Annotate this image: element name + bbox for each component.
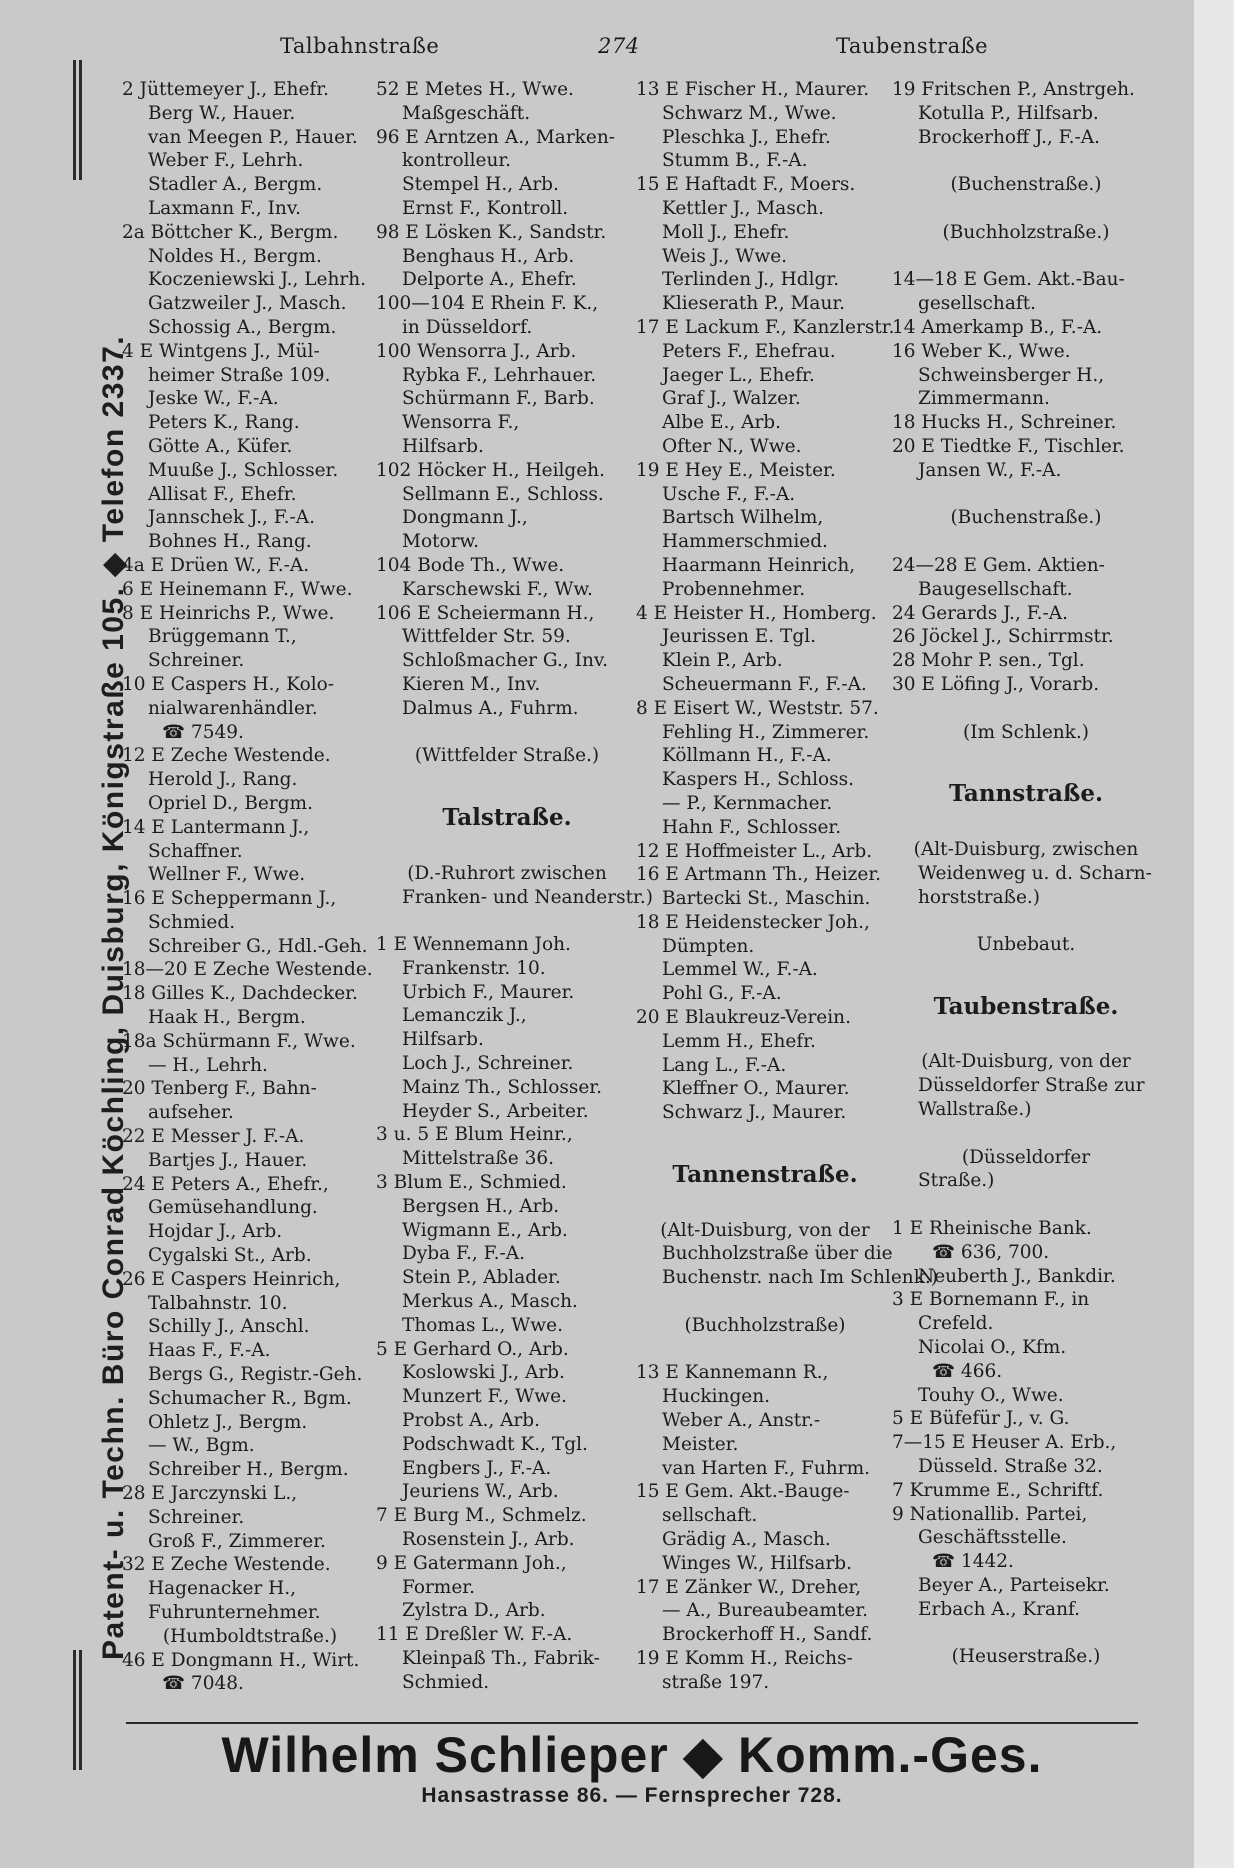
resident-entry: van Meegen P., Hauer. (148, 126, 358, 148)
resident-entry: Peters F., Ehefrau. (662, 340, 836, 362)
house-entry: 20 Tenberg F., Bahn- (122, 1078, 317, 1100)
house-entry: 102 Höcker H., Heilgeh. (376, 459, 605, 481)
house-entry: 100 Wensorra J., Arb. (376, 340, 577, 362)
resident-entry: Kotulla P., Hilfsarb. (918, 102, 1099, 124)
house-entry: 96 E Arntzen A., Marken- (376, 126, 615, 148)
resident-entry: Buchenstr. nach Im Schlenk.) (662, 1267, 939, 1289)
resident-entry: Klein P., Arb. (662, 650, 783, 672)
resident-entry: Düsseld. Straße 32. (918, 1456, 1103, 1478)
spacer (636, 1338, 894, 1362)
resident-entry: Hilfsarb. (402, 1029, 484, 1051)
house-entry: 11 E Dreßler W. F.-A. (376, 1624, 573, 1646)
phone-number: ☎ 7549. (162, 721, 244, 743)
house-entry: 4a E Drüen W., F.-A. (122, 554, 310, 576)
house-entry: 17 E Zänker W., Dreher, (636, 1576, 862, 1598)
house-entry: 19 E Hey E., Meister. (636, 459, 836, 481)
resident-entry: Götte A., Küfer. (148, 435, 293, 457)
resident-entry: Scheuermann F., F.-A. (662, 673, 867, 695)
resident-entry: Wittfelder Str. 59. (402, 626, 571, 648)
house-entry: 20 E Tiedtke F., Tischler. (892, 435, 1125, 457)
resident-entry: Stadler A., Bergm. (148, 174, 323, 196)
resident-entry: Probennehmer. (662, 578, 806, 600)
house-entry: 32 E Zeche Westende. (122, 1554, 331, 1576)
resident-entry: — P., Kernmacher. (662, 792, 833, 814)
resident-entry: aufseher. (148, 1102, 234, 1124)
house-entry: 3 Blum E., Schmied. (376, 1172, 567, 1194)
house-entry: 104 Bode Th., Wwe. (376, 554, 565, 576)
resident-entry: Hilfsarb. (402, 435, 484, 457)
house-entry: 15 E Gem. Akt.-Bauge- (636, 1481, 850, 1503)
resident-entry: Koslowski J., Arb. (402, 1362, 565, 1384)
resident-entry: Brockerhoff J., F.-A. (918, 126, 1100, 148)
resident-entry: Bergsen H., Arb. (402, 1195, 560, 1217)
column-4 (892, 78, 1160, 1669)
resident-entry: van Harten F., Fuhrm. (662, 1457, 870, 1479)
resident-entry: Lemmel W., F.-A. (662, 959, 818, 981)
house-entry: 19 Fritschen P., Anstrgeh. (892, 79, 1135, 100)
house-entry: 28 E Jarczynski L., (122, 1483, 298, 1505)
resident-entry: Weber A., Anstr.- (662, 1410, 821, 1432)
resident-entry: Lang L., F.-A. (662, 1054, 787, 1076)
spacer (892, 1122, 1160, 1146)
resident-entry: sellschaft. (662, 1505, 758, 1527)
resident-entry: Schmied. (148, 911, 236, 933)
resident-entry: Klieserath P., Maur. (662, 293, 846, 315)
resident-entry: Schossig A., Bergm. (148, 316, 337, 338)
resident-entry: Schweinsberger H., (918, 364, 1105, 386)
spacer (376, 768, 638, 792)
resident-entry: Bartjes J., Hauer. (148, 1149, 308, 1171)
spacer (892, 814, 1160, 838)
resident-entry: horststraße.) (918, 886, 1041, 908)
resident-entry: Beyer A., Parteisekr. (918, 1575, 1110, 1597)
resident-entry: Delporte A., Ehefr. (402, 269, 577, 291)
resident-entry: Hagenacker H., (148, 1578, 297, 1600)
resident-entry: Moll J., Ehefr. (662, 221, 790, 243)
street-note: (Alt-Duisburg, von der (921, 1051, 1131, 1073)
house-entry: 7—15 E Heuser A. Erb., (892, 1432, 1117, 1454)
house-entry: 18—20 E Zeche Westende. (122, 959, 373, 981)
resident-entry: Schreiber G., Hdl.-Geh. (148, 935, 368, 957)
phone-number: ☎ 7048. (162, 1673, 244, 1695)
house-entry: 16 Weber K., Wwe. (892, 340, 1071, 362)
running-header (130, 34, 1140, 66)
resident-entry: Schumacher R., Bgm. (148, 1387, 352, 1409)
resident-entry: Franken- und Neanderstr.) (402, 886, 653, 908)
resident-entry: Fehling H., Zimmerer. (662, 721, 870, 743)
spacer (892, 530, 1160, 554)
resident-entry: — H., Lehrh. (148, 1054, 268, 1076)
resident-entry: Jeske W., F.-A. (148, 388, 279, 410)
resident-entry: Dalmus A., Fuhrm. (402, 697, 579, 719)
resident-entry: Schmied. (402, 1671, 490, 1693)
resident-entry: Schreiber H., Bergm. (148, 1459, 349, 1481)
house-entry: 2 Jüttemeyer J., Ehefr. (122, 79, 329, 100)
resident-entry: straße 197. (662, 1671, 770, 1693)
resident-entry: Dongmann J., (402, 507, 528, 529)
house-entry: 1 E Wennemann Joh. (376, 934, 571, 956)
house-entry: 8 E Eisert W., Weststr. 57. (636, 697, 879, 719)
house-entry: 16 E Artmann Th., Heizer. (636, 864, 882, 886)
resident-entry: Thomas L., Wwe. (402, 1314, 563, 1336)
spacer (376, 721, 638, 745)
resident-entry: Weis J., Wwe. (662, 245, 788, 267)
spacer (892, 744, 1160, 768)
header-left-street: Talbahnstraße (280, 34, 440, 58)
house-entry: 12 E Hoffmeister L., Arb. (636, 840, 873, 862)
resident-entry: Crefeld. (918, 1313, 994, 1335)
resident-entry: Brockerhoff H., Sandf. (662, 1624, 873, 1646)
spacer (892, 197, 1160, 221)
house-entry: 18 Hucks H., Schreiner. (892, 412, 1117, 434)
side-rule-bottom (73, 1650, 76, 1770)
resident-entry: Probst A., Arb. (402, 1410, 541, 1432)
house-entry: 7 Krumme E., Schriftf. (892, 1479, 1104, 1501)
side-rule-top-2 (79, 60, 82, 180)
footer-divider (126, 1722, 1138, 1724)
spacer (636, 1125, 894, 1149)
spacer (892, 483, 1160, 507)
resident-entry: Grädig A., Masch. (662, 1529, 831, 1551)
resident-entry: Dümpten. (662, 935, 755, 957)
resident-entry: Dyba F., F.-A. (402, 1243, 525, 1265)
resident-entry: Talbahnstr. 10. (148, 1292, 288, 1314)
resident-entry: Terlinden J., Hdlgr. (662, 269, 840, 291)
resident-entry: Kieren M., Inv. (402, 673, 541, 695)
house-entry: 22 E Messer J. F.-A. (122, 1126, 305, 1148)
street-note: (D.-Ruhrort zwischen (407, 862, 607, 884)
house-entry: 14 Amerkamp B., F.-A. (892, 316, 1103, 338)
resident-entry: Bartecki St., Maschin. (662, 888, 871, 910)
street-note: (Düsseldorfer (961, 1146, 1091, 1168)
resident-entry: Schaffner. (148, 840, 243, 862)
spacer (636, 1195, 894, 1219)
resident-entry: Frankenstr. 10. (402, 957, 546, 979)
resident-entry: Zylstra D., Arb. (402, 1600, 546, 1622)
phone-number: ☎ 636, 700. (932, 1241, 1050, 1263)
resident-entry: — A., Bureaubeamter. (662, 1600, 869, 1622)
resident-entry: Pleschka J., Ehefr. (662, 126, 831, 148)
resident-entry: Ernst F., Kontroll. (402, 197, 569, 219)
resident-entry: Motorw. (402, 531, 480, 553)
house-entry: 9 E Gatermann Joh., (376, 1552, 567, 1574)
resident-entry: Schloßmacher G., Inv. (402, 650, 609, 672)
resident-entry: Schwarz M., Wwe. (662, 102, 837, 124)
street-note: (Heuserstraße.) (951, 1646, 1101, 1668)
spacer (892, 149, 1160, 173)
spacer (376, 909, 638, 933)
header-right-street: Taubenstraße (836, 34, 989, 58)
resident-entry: Gatzweiler J., Masch. (148, 293, 347, 315)
resident-entry: Wensorra F., (402, 412, 520, 434)
resident-entry: Allisat F., Ehefr. (148, 483, 297, 505)
resident-entry: Ofter N., Wwe. (662, 435, 802, 457)
resident-entry: Peters K., Rang. (148, 412, 300, 434)
resident-entry: Wellner F., Wwe. (148, 864, 306, 886)
side-advertisement (40, 60, 130, 1780)
resident-entry: Wigmann E., Arb. (402, 1219, 568, 1241)
spacer (376, 838, 638, 862)
resident-entry: Lemm H., Ehefr. (662, 1030, 816, 1052)
resident-entry: Weidenweg u. d. Scharn- (918, 862, 1152, 884)
house-entry: 4 E Wintgens J., Mül- (122, 340, 320, 362)
street-note: (Alt-Duisburg, von der (660, 1219, 870, 1241)
resident-entry: Erbach A., Kranf. (918, 1598, 1081, 1620)
house-entry: 4 E Heister H., Homberg. (636, 602, 877, 624)
resident-entry: Bergs G., Registr.-Geh. (148, 1364, 363, 1386)
street-note: (Buchenstraße.) (950, 174, 1102, 196)
resident-entry: Groß F., Zimmerer. (148, 1530, 326, 1552)
house-entry: 17 E Lackum F., Kanzlerstr. (636, 316, 895, 338)
resident-entry: Graf J., Walzer. (662, 388, 801, 410)
column-2 (376, 78, 653, 1695)
phone-number: ☎ 1442. (932, 1551, 1014, 1573)
resident-entry: kontrolleur. (402, 150, 512, 172)
resident-entry: Rybka F., Lehrhauer. (402, 364, 597, 386)
column-1 (122, 78, 378, 1696)
house-entry: 9 Nationallib. Partei, (892, 1503, 1088, 1525)
house-entry: 24—28 E Gem. Aktien- (892, 554, 1105, 576)
house-entry: 100—104 E Rhein F. K., (376, 293, 599, 315)
resident-entry: Albe E., Arb. (662, 412, 782, 434)
resident-entry: Mittelstraße 36. (402, 1148, 555, 1170)
house-entry: 18a Schürmann F., Wwe. (122, 1030, 356, 1052)
resident-entry: Hahn F., Schlosser. (662, 816, 842, 838)
street-note: (Im Schlenk.) (963, 721, 1089, 743)
resident-entry: Mainz Th., Schlosser. (402, 1076, 602, 1098)
resident-entry: Bartsch Wilhelm, (662, 507, 824, 529)
spacer (892, 1622, 1160, 1646)
resident-entry: Loch J., Schreiner. (402, 1053, 574, 1075)
resident-entry: Kaspers H., Schloss. (662, 769, 855, 791)
resident-entry: Düsseldorfer Straße zur (918, 1075, 1145, 1097)
house-entry: 24 E Peters A., Ehefr., (122, 1173, 329, 1195)
house-entry: 12 E Zeche Westende. (122, 745, 331, 767)
resident-entry: Schwarz J., Maurer. (662, 1102, 847, 1124)
resident-entry: Rosenstein J., Arb. (402, 1529, 575, 1551)
resident-entry: Jansen W., F.-A. (918, 459, 1062, 481)
resident-entry: Haas F., F.-A. (148, 1340, 271, 1362)
resident-entry: Sellmann E., Schloss. (402, 483, 604, 505)
house-entry: 13 E Kannemann R., (636, 1362, 829, 1384)
resident-entry: Cygalski St., Arb. (148, 1245, 312, 1267)
resident-entry: Meister. (662, 1433, 739, 1455)
house-entry: 14—18 E Gem. Akt.-Bau- (892, 269, 1125, 291)
house-entry: 52 E Metes H., Wwe. (376, 79, 574, 100)
resident-entry: Merkus A., Masch. (402, 1291, 578, 1313)
house-entry: 3 E Bornemann F., in (892, 1289, 1090, 1311)
resident-entry: Weber F., Lehrh. (148, 150, 304, 172)
house-entry: 5 E Gerhard O., Arb. (376, 1338, 569, 1360)
house-entry: 28 Mohr P. sen., Tgl. (892, 650, 1085, 672)
resident-entry: Jaeger L., Ehefr. (662, 364, 815, 386)
side-rule-top (73, 60, 76, 180)
resident-entry: Usche F., F.-A. (662, 483, 796, 505)
resident-entry: Geschäftsstelle. (918, 1527, 1067, 1549)
house-entry: 1 E Rheinische Bank. (892, 1218, 1092, 1240)
resident-entry: Muuße J., Schlosser. (148, 459, 339, 481)
street-note: Unbebaut. (976, 934, 1076, 956)
resident-entry: Wallstraße.) (918, 1099, 1032, 1121)
resident-entry: Neuberth J., Bankdir. (918, 1265, 1116, 1287)
street-title: Tannstraße. (949, 780, 1103, 808)
resident-entry: Huckingen. (662, 1386, 771, 1408)
resident-entry: Stein P., Ablader. (402, 1267, 561, 1289)
house-entry: 3 u. 5 E Blum Heinr., (376, 1124, 573, 1146)
house-entry: 26 Jöckel J., Schirrmstr. (892, 626, 1114, 648)
resident-entry: Ohletz J., Bergm. (148, 1411, 308, 1433)
street-note: (Buchenstraße.) (950, 507, 1102, 529)
spacer (892, 957, 1160, 981)
resident-entry: Hojdar J., Arb. (148, 1221, 283, 1243)
resident-entry: Haarmann Heinrich, (662, 554, 856, 576)
resident-entry: Pohl G., F.-A. (662, 983, 782, 1005)
house-entry: 16 E Scheppermann J., (122, 888, 337, 910)
resident-entry: — W., Bgm. (148, 1435, 255, 1457)
footer-advertisement-address: Hansastrasse 86. — Fernsprecher 728. (421, 1784, 843, 1807)
resident-entry: Bohnes H., Rang. (148, 531, 312, 553)
resident-entry: Kleinpaß Th., Fabrik- (402, 1648, 600, 1669)
resident-entry: Schürmann F., Barb. (402, 388, 595, 410)
street-note: (Buchholzstraße) (684, 1314, 846, 1336)
resident-entry: Urbich F., Maurer. (402, 981, 575, 1003)
page-number: 274 (598, 34, 640, 58)
resident-entry: Laxmann F., Inv. (148, 197, 301, 219)
page-edge (1194, 0, 1234, 1868)
resident-entry: Benghaus H., Arb. (402, 245, 575, 267)
house-entry: 10 E Caspers H., Kolo- (122, 673, 335, 695)
resident-entry: Touhy O., Wwe. (918, 1384, 1064, 1406)
house-entry: 24 Gerards J., F.-A. (892, 602, 1069, 624)
resident-entry: Nicolai O., Kfm. (918, 1337, 1067, 1359)
side-advertisement-text: Patent- u. Techn. Büro Conrad Köchling, Duisburg, Königstraße 105. ◆ Telefon 2337. (97, 334, 130, 1660)
house-entry: 106 E Scheiermann H., (376, 602, 595, 624)
resident-entry: Hammerschmied. (662, 531, 828, 553)
resident-entry: Schreiner. (148, 650, 245, 672)
house-entry: 14 E Lantermann J., (122, 816, 310, 838)
house-entry: 98 E Lösken K., Sandstr. (376, 221, 607, 243)
house-entry: 20 E Blaukreuz-Verein. (636, 1007, 851, 1029)
street-note: (Alt-Duisburg, zwischen (913, 838, 1139, 860)
resident-entry: Zimmermann. (918, 388, 1050, 410)
house-entry: 8 E Heinrichs P., Wwe. (122, 602, 335, 624)
resident-entry: nialwarenhändler. (148, 697, 318, 719)
resident-entry: Opriel D., Bergm. (148, 792, 313, 814)
street-title: Taubenstraße. (933, 992, 1119, 1020)
resident-entry: Stumm B., F.-A. (662, 150, 808, 172)
resident-entry: Fuhrunternehmer. (148, 1602, 321, 1623)
resident-entry: Stempel H., Arb. (402, 174, 559, 196)
street-title: Talstraße. (442, 803, 572, 831)
spacer (892, 909, 1160, 933)
resident-entry: Maßgeschäft. (402, 102, 531, 124)
resident-entry: Herold J., Rang. (148, 769, 298, 791)
street-note: (Humboldtstraße.) (162, 1625, 338, 1647)
resident-entry: Jannschek J., F.-A. (148, 507, 316, 529)
resident-entry: Jeurissen E. Tgl. (662, 626, 817, 648)
resident-entry: Schilly J., Anschl. (148, 1316, 310, 1338)
resident-entry: Winges W., Hilfsarb. (662, 1552, 853, 1574)
phone-number: ☎ 466. (932, 1360, 1003, 1382)
house-entry: 18 Gilles K., Dachdecker. (122, 983, 358, 1005)
resident-entry: Berg W., Hauer. (148, 102, 296, 124)
footer-advertisement-firm: Wilhelm Schlieper ◆ Komm.-Ges. (221, 1727, 1043, 1783)
side-rule-bottom-2 (79, 1650, 82, 1770)
resident-entry: gesellschaft. (918, 293, 1037, 315)
house-entry: 7 E Burg M., Schmelz. (376, 1505, 587, 1527)
street-note: (Wittfelder Straße.) (414, 745, 600, 767)
resident-entry: Kleffner O., Maurer. (662, 1078, 850, 1100)
house-entry: 26 E Caspers Heinrich, (122, 1268, 341, 1290)
resident-entry: in Düsseldorf. (402, 316, 533, 338)
resident-entry: Noldes H., Bergm. (148, 245, 322, 267)
resident-entry: Koczeniewski J., Lehrh. (148, 269, 367, 291)
resident-entry: Gemüsehandlung. (148, 1197, 318, 1219)
house-entry: 13 E Fischer H., Maurer. (636, 79, 870, 100)
resident-entry: Lemanczik J., (402, 1005, 527, 1027)
house-entry: 2a Böttcher K., Bergm. (122, 221, 339, 243)
house-entry: 6 E Heinemann F., Wwe. (122, 578, 353, 600)
house-entry: 5 E Büfefür J., v. G. (892, 1408, 1070, 1430)
resident-entry: Haak H., Bergm. (148, 1007, 306, 1029)
resident-entry: Köllmann H., F.-A. (662, 745, 832, 767)
resident-entry: Kettler J., Masch. (662, 197, 824, 219)
spacer (892, 697, 1160, 721)
resident-entry: heimer Straße 109. (148, 364, 331, 386)
spacer (636, 1290, 894, 1314)
column-3 (636, 78, 939, 1695)
resident-entry: Heyder S., Arbeiter. (402, 1100, 589, 1122)
resident-entry: Buchholzstraße über die (662, 1243, 893, 1265)
house-entry: 15 E Haftadt F., Moers. (636, 174, 856, 196)
street-title: Tannenstraße. (672, 1160, 858, 1188)
spacer (892, 1193, 1160, 1217)
resident-entry: Engbers J., F.-A. (402, 1457, 552, 1479)
resident-entry: Jeuriens W., Arb. (402, 1481, 559, 1503)
house-entry: 46 E Dongmann H., Wirt. (122, 1649, 360, 1671)
resident-entry: Baugesellschaft. (918, 578, 1073, 600)
resident-entry: Podschwadt K., Tgl. (402, 1433, 588, 1455)
resident-entry: Munzert F., Wwe. (402, 1386, 567, 1408)
resident-entry: Schreiner. (148, 1506, 245, 1528)
resident-entry: Brüggemann T., (148, 626, 297, 648)
resident-entry: Karschewski F., Ww. (402, 578, 593, 600)
resident-entry: Former. (402, 1576, 475, 1598)
street-note: (Buchholzstraße.) (942, 221, 1110, 243)
house-entry: 18 E Heidenstecker Joh., (636, 911, 870, 933)
house-entry: 30 E Löfing J., Vorarb. (892, 673, 1100, 695)
resident-entry: Straße.) (918, 1170, 995, 1192)
spacer (892, 1027, 1160, 1051)
spacer (892, 245, 1160, 269)
house-entry: 19 E Komm H., Reichs- (636, 1648, 853, 1669)
